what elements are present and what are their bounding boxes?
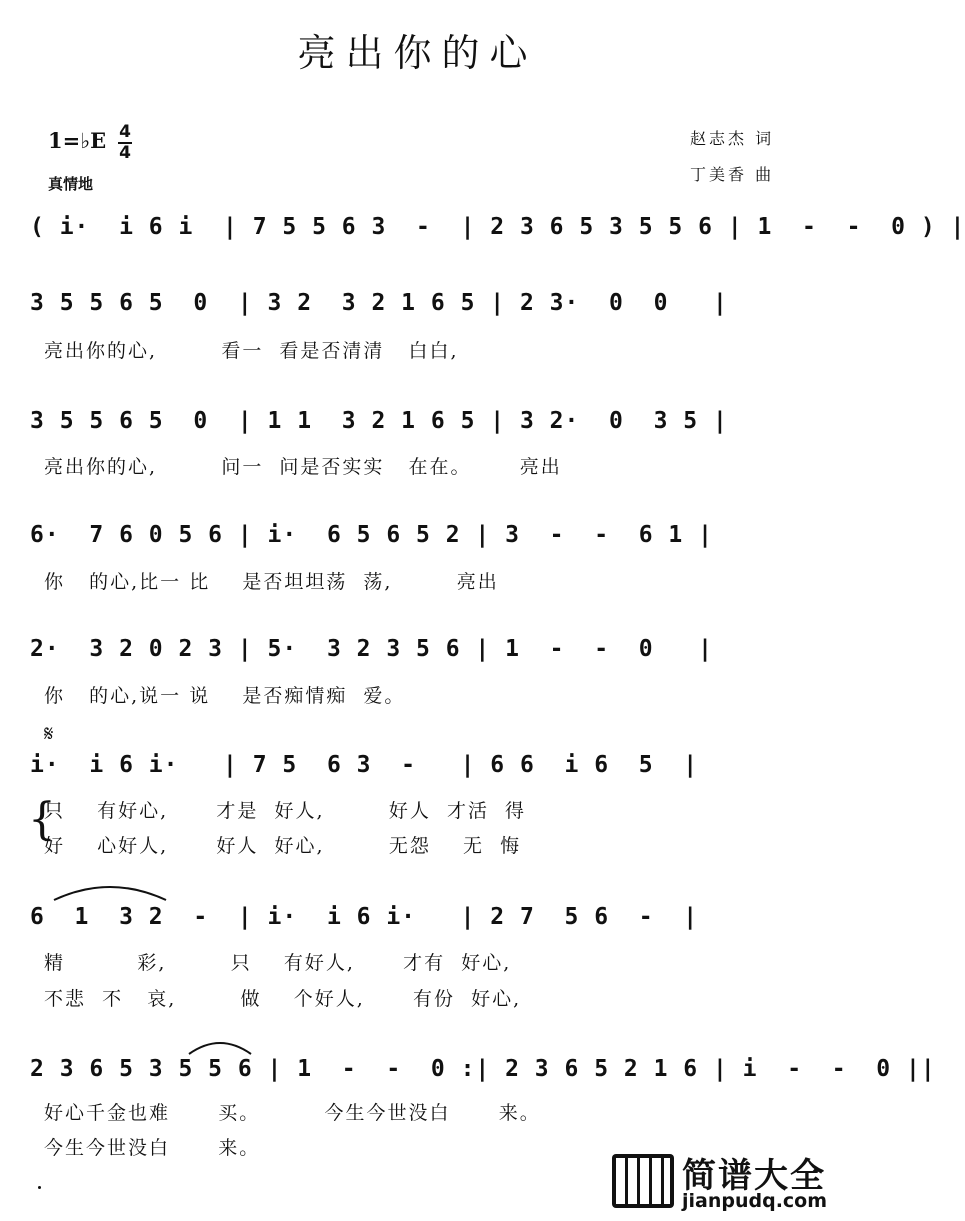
lyric-line-8-verse-1: 好心千金也难 买。 今生今世没白 来。 bbox=[44, 1102, 541, 1124]
composer-credit: 丁美香 曲 bbox=[690, 165, 775, 184]
time-signature-bottom: 4 bbox=[119, 143, 131, 163]
notation-line-7: 6 1 3 2 - | i· i 6 i· | 2 7 5 6 - | bbox=[30, 904, 699, 930]
page-title: 亮出你的心 bbox=[297, 31, 538, 75]
slur-mark bbox=[50, 880, 170, 902]
verse-brace: { bbox=[28, 794, 56, 845]
notation-line-3: 3 5 5 6 5 0 | 1 1 3 2 1 6 5 | 3 2· 0 3 5 | bbox=[30, 408, 728, 434]
time-signature bbox=[118, 124, 132, 162]
notation-line-5: 2· 3 2 0 2 3 | 5· 3 2 3 5 6 | 1 - - 0 | bbox=[30, 636, 713, 662]
key-signature: 1=♭E bbox=[48, 128, 107, 153]
lyric-line-6-verse-1: 只 有好心, 才是 好人, 好人 才活 得 bbox=[44, 800, 527, 822]
site-logo bbox=[612, 1148, 837, 1212]
notation-line-4: 6· 7 6 0 5 6 | i· 6 5 6 5 2 | 3 - - 6 1 | bbox=[30, 522, 713, 548]
lyric-line-2: 亮出你的心, 看一 看是否清清 白白, bbox=[44, 340, 459, 362]
lyric-line-7-verse-2: 不悲 不 哀, 做 个好人, 有份 好心, bbox=[44, 988, 522, 1010]
tie-mark bbox=[185, 1036, 255, 1056]
lyric-line-7-verse-1: 精 彩, 只 有好人, 才有 好心, bbox=[44, 952, 512, 974]
time-signature-top: 4 bbox=[119, 122, 131, 142]
notation-line-6: i· i 6 i· | 7 5 6 3 - | 6 6 i 6 5 | bbox=[30, 752, 699, 778]
tempo-marking: 真情地 bbox=[48, 175, 94, 193]
logo-name: 简谱大全 bbox=[682, 1156, 826, 1196]
lyricist-credit: 赵志杰 词 bbox=[690, 129, 775, 148]
piano-icon bbox=[612, 1154, 674, 1208]
notation-line-8: 2 3 6 5 3 5 5 6 | 1 - - 0 :| 2 3 6 5 2 1 6 | i - - 0 || bbox=[30, 1056, 936, 1082]
logo-url: jianpudq.com bbox=[682, 1190, 828, 1212]
notation-line-1: ( i· i 6 i | 7 5 5 6 3 - | 2 3 6 5 3 5 5 6 | 1 - - 0 ) | bbox=[30, 214, 965, 240]
lyric-line-3: 亮出你的心, 问一 问是否实实 在在。 亮出 bbox=[44, 456, 562, 478]
lyric-line-8-verse-2: 今生今世没白 来。 bbox=[44, 1137, 261, 1159]
notation-line-2: 3 5 5 6 5 0 | 3 2 3 2 1 6 5 | 2 3· 0 0 | bbox=[30, 290, 728, 316]
lyric-line-5: 你 的心,说一 说 是否痴情痴 爱。 bbox=[44, 685, 406, 707]
segno-sign: 𝄋 bbox=[44, 722, 54, 747]
lyric-line-4: 你 的心,比一 比 是否坦坦荡 荡, 亮出 bbox=[44, 571, 499, 593]
lyric-line-6-verse-2: 好 心好人, 好人 好心, 无怨 无 悔 bbox=[44, 835, 522, 857]
